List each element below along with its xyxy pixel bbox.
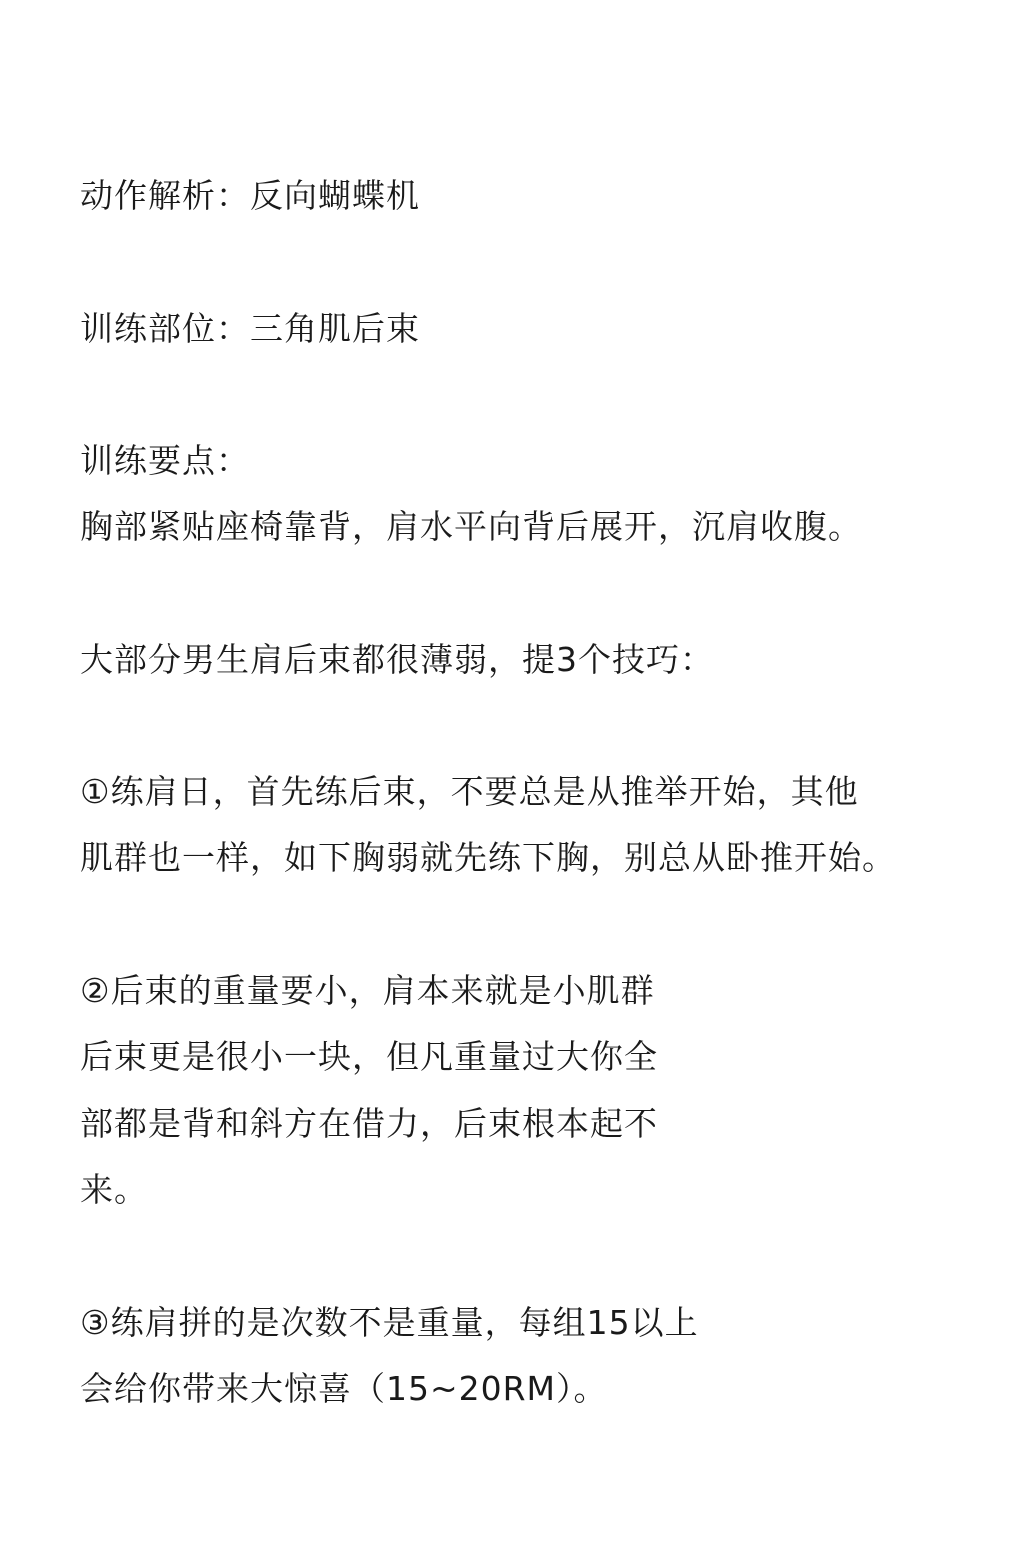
tip-2-line-3: 部都是背和斜方在借力，后束根本起不 (80, 1104, 658, 1143)
tip-2-line-4: 来。 (80, 1170, 148, 1209)
training-points-title: 训练要点： (80, 441, 250, 480)
tip-2-line-1: ②后束的重量要小，肩本来就是小肌群 (80, 971, 655, 1010)
tip-2-line-2: 后束更是很小一块，但凡重量过大你全 (80, 1037, 658, 1076)
tip-3-line-1: ③练肩拼的是次数不是重量，每组15以上 (80, 1303, 699, 1342)
action-analysis-heading: 动作解析：反向蝴蝶机 (80, 176, 420, 215)
tip-1-line-2: 肌群也一样，如下胸弱就先练下胸，别总从卧推开始。 (80, 838, 896, 877)
tips-intro: 大部分男生肩后束都很薄弱，提3个技巧： (80, 640, 714, 679)
tip-1-line-1: ①练肩日，首先练后束，不要总是从推举开始，其他 (80, 772, 859, 811)
tip-3-line-2: 会给你带来大惊喜（15~20RM）。 (80, 1369, 608, 1408)
training-points-text: 胸部紧贴座椅靠背，肩水平向背后展开，沉肩收腹。 (80, 507, 862, 546)
training-area-heading: 训练部位：三角肌后束 (80, 309, 420, 348)
